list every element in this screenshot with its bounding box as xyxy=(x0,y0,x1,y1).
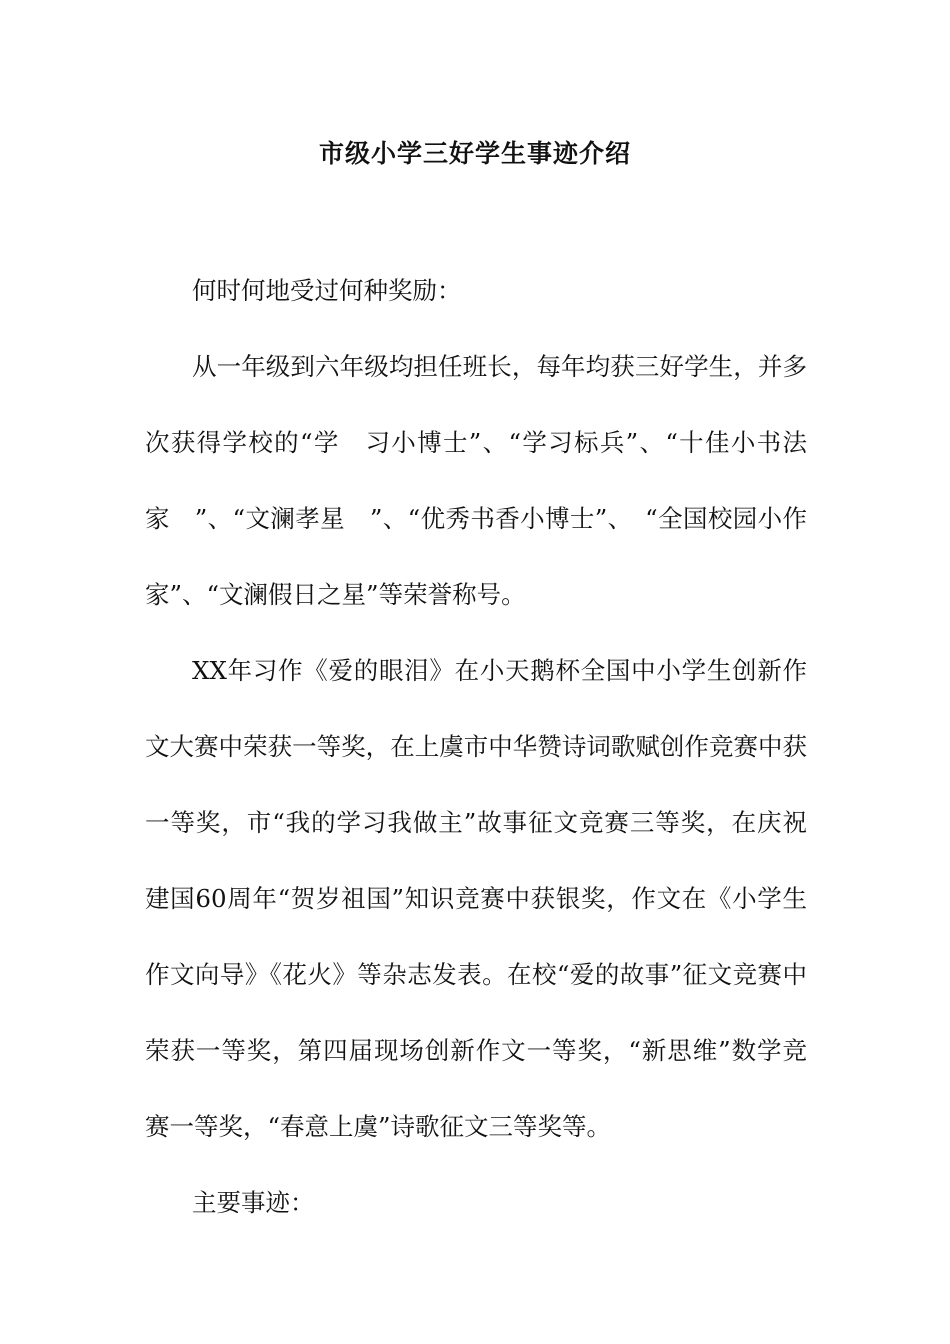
paragraph-competitions: XX年习作《爱的眼泪》在小天鹅杯全国中小学生创新作文大赛中荣获一等奖，在上虞市中华赞诗词歌赋创作竞赛中获一等奖，市“我的学习我做主”故事征文竞赛三等奖，在庆祝建国60周年“贺岁祖国”知识竞赛中获银奖，作文在《小学生作文向导》《花火》等杂志发表。在校“爱的故事”征文竞赛中荣获一等奖，第四届现场创新作文一等奖，“新思维”数学竞赛一等奖，“春意上虞”诗歌征文三等奖等。 xyxy=(145,656,807,1141)
paragraph-honors: 从一年级到六年级均担任班长，每年均获三好学生，并多次获得学校的“学 习小博士”、“学习标兵”、“十佳小书法家 ”、“文澜孝星 ”、“优秀书香小博士”、 “全国校园小作家”、“文澜假日之星”等荣誉称号。 xyxy=(145,352,807,609)
document-body xyxy=(145,253,807,1241)
paragraph-awards-heading: 何时何地受过何种奖励： xyxy=(192,276,462,305)
document-title: 市级小学三好学生事迹介绍 xyxy=(318,139,631,168)
paragraph-main-deeds-heading: 主要事迹： xyxy=(192,1188,315,1217)
